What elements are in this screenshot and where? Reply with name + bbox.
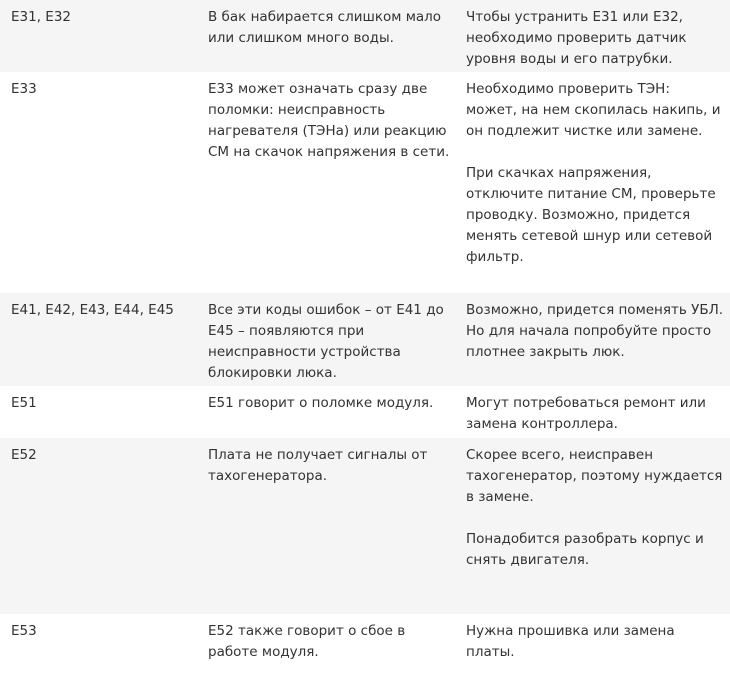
- error-code-cell: E53: [11, 623, 37, 639]
- solution-paragraph: Нужна прошивка или замена платы.: [466, 623, 675, 660]
- error-description-cell: E51 говорит о поломке модуля.: [208, 395, 434, 411]
- error-solution-cell: [456, 621, 730, 674]
- solution-paragraph: Скорее всего, неисправен тахогенератор, поэтому нуждается в замене.: [466, 447, 723, 505]
- error-solution-cell: [456, 393, 730, 438]
- solution-paragraph: Понадобится разобрать корпус и снять двигателя.: [466, 531, 704, 568]
- error-code-cell: E31, E32: [11, 9, 71, 25]
- table-row: [0, 438, 730, 614]
- solution-paragraph: Возможно, придется поменять УБЛ. Но для начала попробуйте просто плотнее закрыть люк.: [466, 302, 724, 360]
- table-row: [0, 72, 730, 293]
- solution-paragraph: Могут потребоваться ремонт или замена контроллера.: [466, 395, 706, 432]
- table-row: [0, 386, 730, 438]
- solution-paragraph: Чтобы устранить E31 или E32, необходимо проверить датчик уровня воды и его патрубки.: [466, 9, 687, 67]
- error-description-cell: Плата не получает сигналы от тахогенератора.: [208, 447, 428, 484]
- error-description-cell: В бак набирается слишком мало или слишком много воды.: [208, 9, 442, 46]
- error-code-cell: E33: [11, 81, 37, 97]
- table-row: [0, 0, 730, 72]
- error-code-cell: E41, E42, E43, E44, E45: [11, 302, 174, 318]
- error-solution-cell: [456, 445, 730, 614]
- solution-paragraph: При скачках напряжения, отключите питание СМ, проверьте проводку. Возможно, придется менять сетевой шнур или сетевой фильтр.: [466, 165, 716, 265]
- table-row: [0, 293, 730, 386]
- table-row: [0, 614, 730, 674]
- error-solution-cell: [456, 7, 730, 72]
- solution-paragraph: Необходимо проверить ТЭН: может, на нем скопилась накипь, и он подлежит чистке или замене.: [466, 81, 721, 139]
- error-solution-cell: [456, 79, 730, 293]
- error-description-cell: E33 может означать сразу две поломки: неисправность нагревателя (ТЭНа) или реакцию СМ на скачок напряжения в сети.: [208, 81, 450, 160]
- error-code-cell: E51: [11, 395, 37, 411]
- error-description-cell: Все эти коды ошибок – от E41 до E45 – появляются при неисправности устройства блокировки люка.: [208, 302, 444, 381]
- error-code-cell: E52: [11, 447, 37, 463]
- error-solution-cell: [456, 300, 730, 386]
- error-description-cell: E52 также говорит о сбое в работе модуля.: [208, 623, 406, 660]
